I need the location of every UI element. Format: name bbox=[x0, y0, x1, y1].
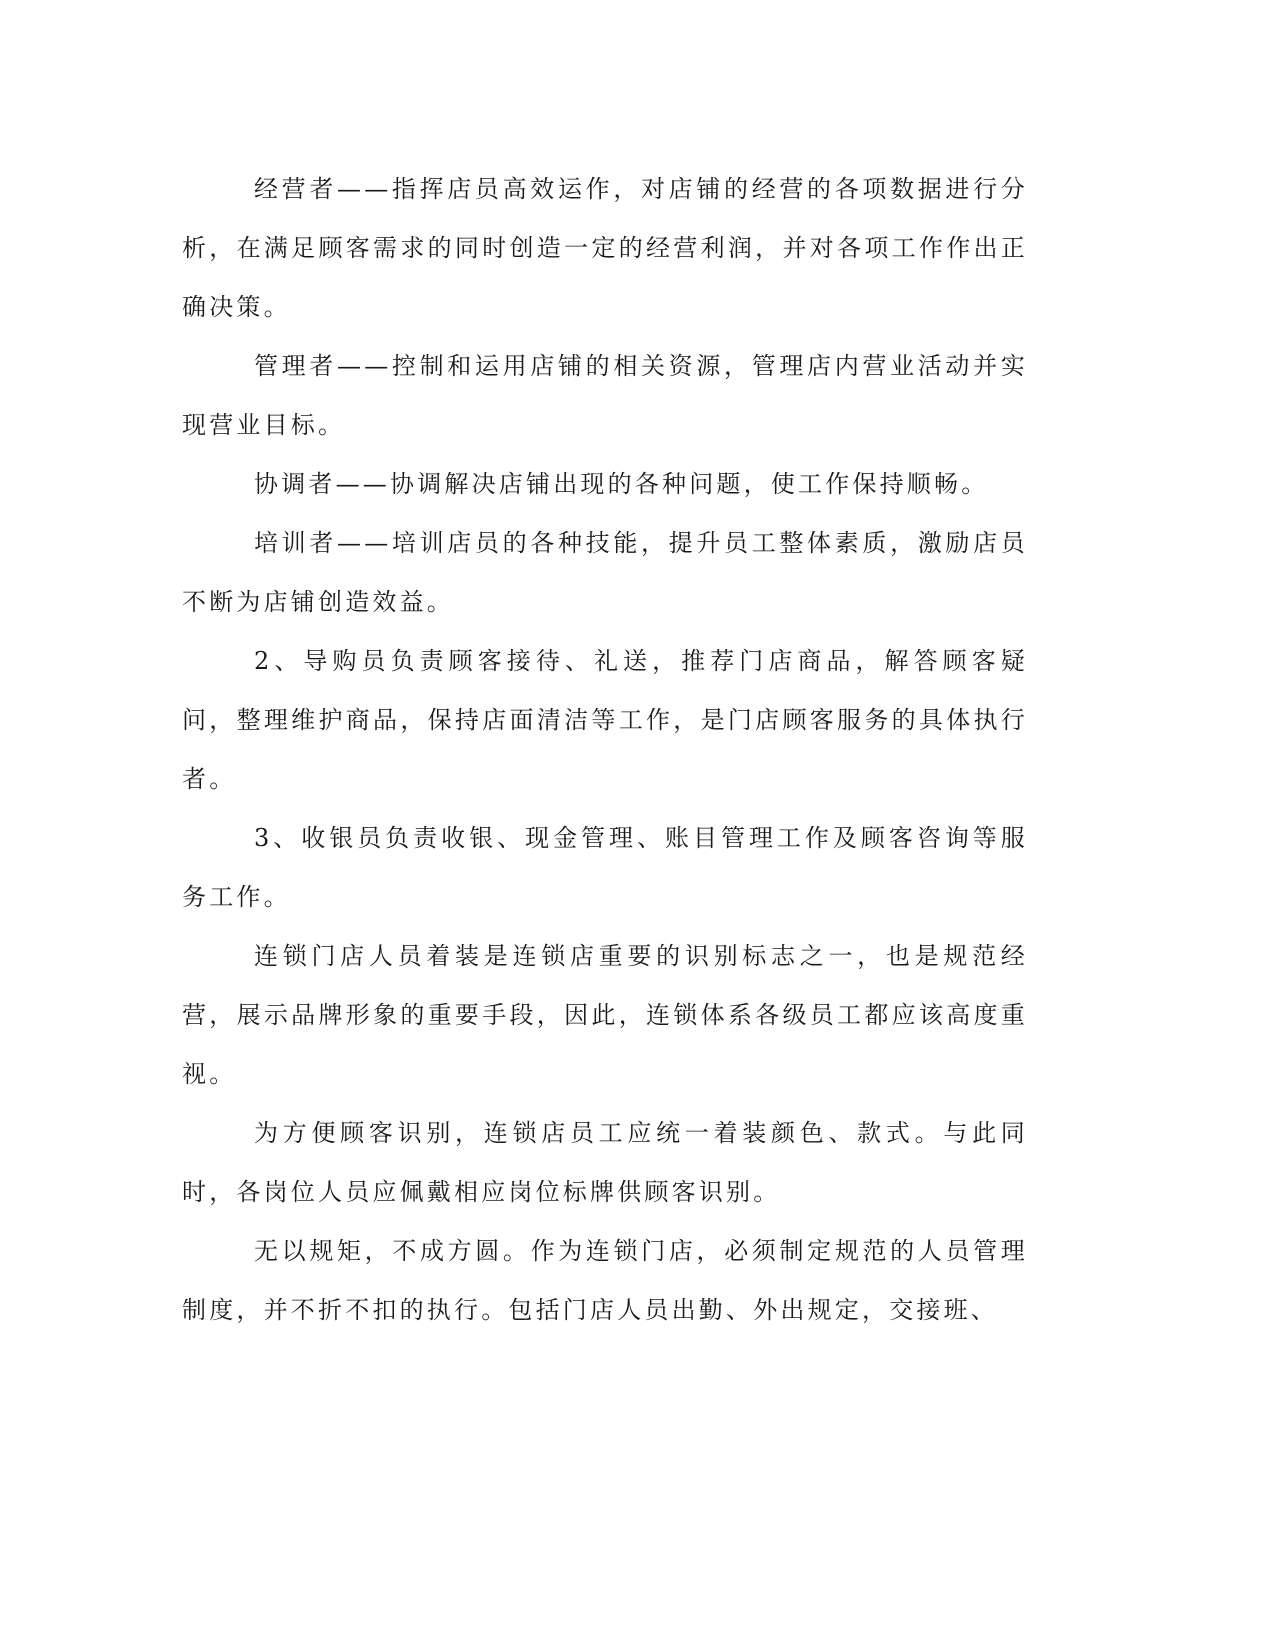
paragraph-manager: 管理者——控制和运用店铺的相关资源，管理店内营业活动并实现营业目标。 bbox=[182, 352, 1028, 439]
document-body bbox=[182, 160, 1028, 1340]
paragraph-uniform: 为方便顾客识别，连锁店员工应统一着装颜色、款式。与此同时，各岗位人员应佩戴相应岗位标牌供顾客识别。 bbox=[182, 1119, 1028, 1206]
paragraph-shopping-guide: 2、导购员负责顾客接待、礼送，推荐门店商品，解答顾客疑问，整理维护商品，保持店面清洁等工作，是门店顾客服务的具体执行者。 bbox=[182, 647, 1028, 793]
paragraph-rules: 无以规矩，不成方圆。作为连锁门店，必须制定规范的人员管理制度，并不折不扣的执行。包括门店人员出勤、外出规定，交接班、 bbox=[182, 1237, 1028, 1324]
paragraph-operator: 经营者——指挥店员高效运作，对店铺的经营的各项数据进行分析，在满足顾客需求的同时创造一定的经营利润，并对各项工作作出正确决策。 bbox=[182, 175, 1028, 321]
paragraph-cashier: 3、收银员负责收银、现金管理、账目管理工作及顾客咨询等服务工作。 bbox=[182, 824, 1028, 911]
paragraph-trainer: 培训者——培训店员的各种技能，提升员工整体素质，激励店员不断为店铺创造效益。 bbox=[182, 529, 1028, 616]
paragraph-dress-code: 连锁门店人员着装是连锁店重要的识别标志之一，也是规范经营，展示品牌形象的重要手段，因此，连锁体系各级员工都应该高度重视。 bbox=[182, 942, 1028, 1088]
paragraph-coordinator: 协调者——协调解决店铺出现的各种问题，使工作保持顺畅。 bbox=[254, 470, 989, 498]
